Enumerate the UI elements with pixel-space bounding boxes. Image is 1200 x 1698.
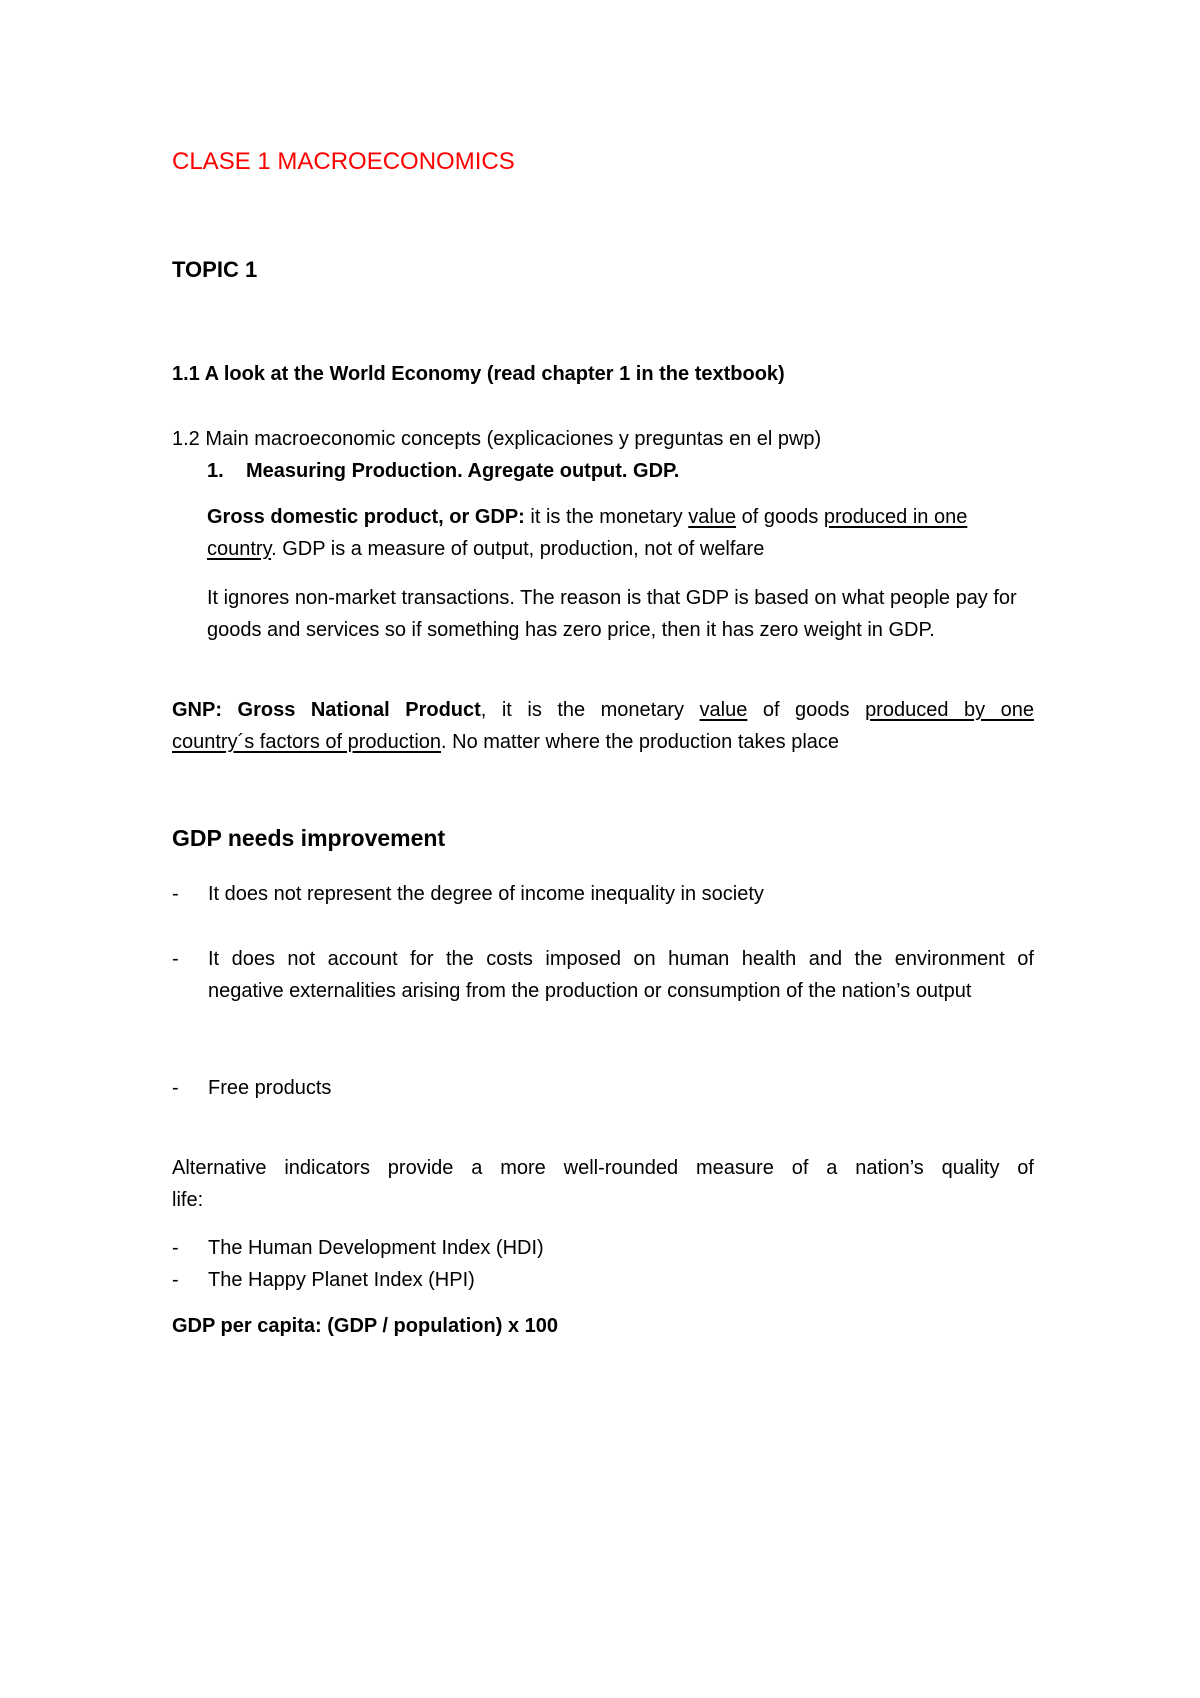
list-item <box>172 943 1034 1007</box>
list-item <box>172 1232 1034 1264</box>
bullet-text-continued: negative externalities arising from the production or consumption of the nation’s output <box>208 980 972 1002</box>
gdp-improvement-heading: GDP needs improvement <box>172 825 446 851</box>
bullet-dash: - <box>172 1077 179 1099</box>
gnp-text-2: of goods <box>747 699 866 721</box>
bullet-dash: - <box>172 1269 179 1291</box>
gdp-definition-produced-underlined: produced in one country <box>207 506 968 560</box>
bullet-dash: - <box>172 1237 179 1259</box>
topic-heading: TOPIC 1 <box>172 257 258 282</box>
gdp-definition-text-1: it is the monetary <box>524 506 689 528</box>
gnp-lead: GNP: Gross National Product <box>172 699 481 721</box>
bullet-text: Free products <box>208 1077 332 1099</box>
list-number: 1. <box>207 460 224 482</box>
list-item <box>172 1264 1034 1296</box>
gdp-per-capita-formula: GDP per capita: (GDP / population) x 100 <box>172 1315 559 1337</box>
gnp-produced-underlined-2: country´s factors of production <box>172 731 442 753</box>
list-item <box>172 878 1034 910</box>
bullet-dash: - <box>172 883 179 905</box>
gdp-definition-value-underlined: value <box>688 506 737 528</box>
section-1-1-heading: 1.1 A look at the World Economy (read chapter 1 in the textbook) <box>172 363 785 385</box>
gdp-definition-paragraph <box>207 501 1034 565</box>
bullet-text: The Happy Planet Index (HPI) <box>208 1269 475 1291</box>
gnp-produced-underlined-1: produced by one <box>865 699 1034 721</box>
gnp-text-1: , it is the monetary <box>480 699 700 721</box>
gdp-definition-text-3: . GDP is a measure of output, production, not of welfare <box>271 538 765 560</box>
non-market-paragraph: It ignores non-market transactions. The reason is that GDP is based on what people pay for goods and services so if something has zero price, then it has zero weight in GDP. <box>207 587 1017 641</box>
gdp-definition-lead: Gross domestic product, or GDP: <box>207 506 525 528</box>
gnp-value-underlined: value <box>699 699 748 721</box>
gdp-definition-text-2: of goods <box>736 506 824 528</box>
gnp-line-1 <box>172 694 1034 726</box>
numbered-item-measuring-production <box>207 455 1069 487</box>
section-1-2-heading: 1.2 Main macroeconomic concepts (explicaciones y preguntas en el pwp) <box>172 428 822 450</box>
bullet-text: The Human Development Index (HDI) <box>208 1237 544 1259</box>
alternative-line-2: life: <box>172 1189 204 1211</box>
document-title <box>172 146 1034 178</box>
bullet-text: It does not account for the costs imposed on human health and the environment of <box>208 948 1034 970</box>
bullet-text: It does not represent the degree of income inequality in society <box>208 883 764 905</box>
gnp-text-3: . No matter where the production takes place <box>441 731 840 753</box>
alternative-line-1: Alternative indicators provide a more well-rounded measure of a nation’s quality of <box>172 1157 1034 1179</box>
list-item <box>172 1072 1034 1104</box>
bullet-text-container <box>208 943 1034 1007</box>
alternative-indicators-paragraph <box>172 1152 1034 1216</box>
gnp-line-2 <box>172 731 839 753</box>
title-text: CLASE 1 MACROECONOMICS <box>172 148 515 175</box>
numbered-item-text: Measuring Production. Agregate output. GDP. <box>246 460 680 482</box>
bullet-dash: - <box>172 948 179 970</box>
gnp-definition-paragraph <box>172 694 1034 758</box>
